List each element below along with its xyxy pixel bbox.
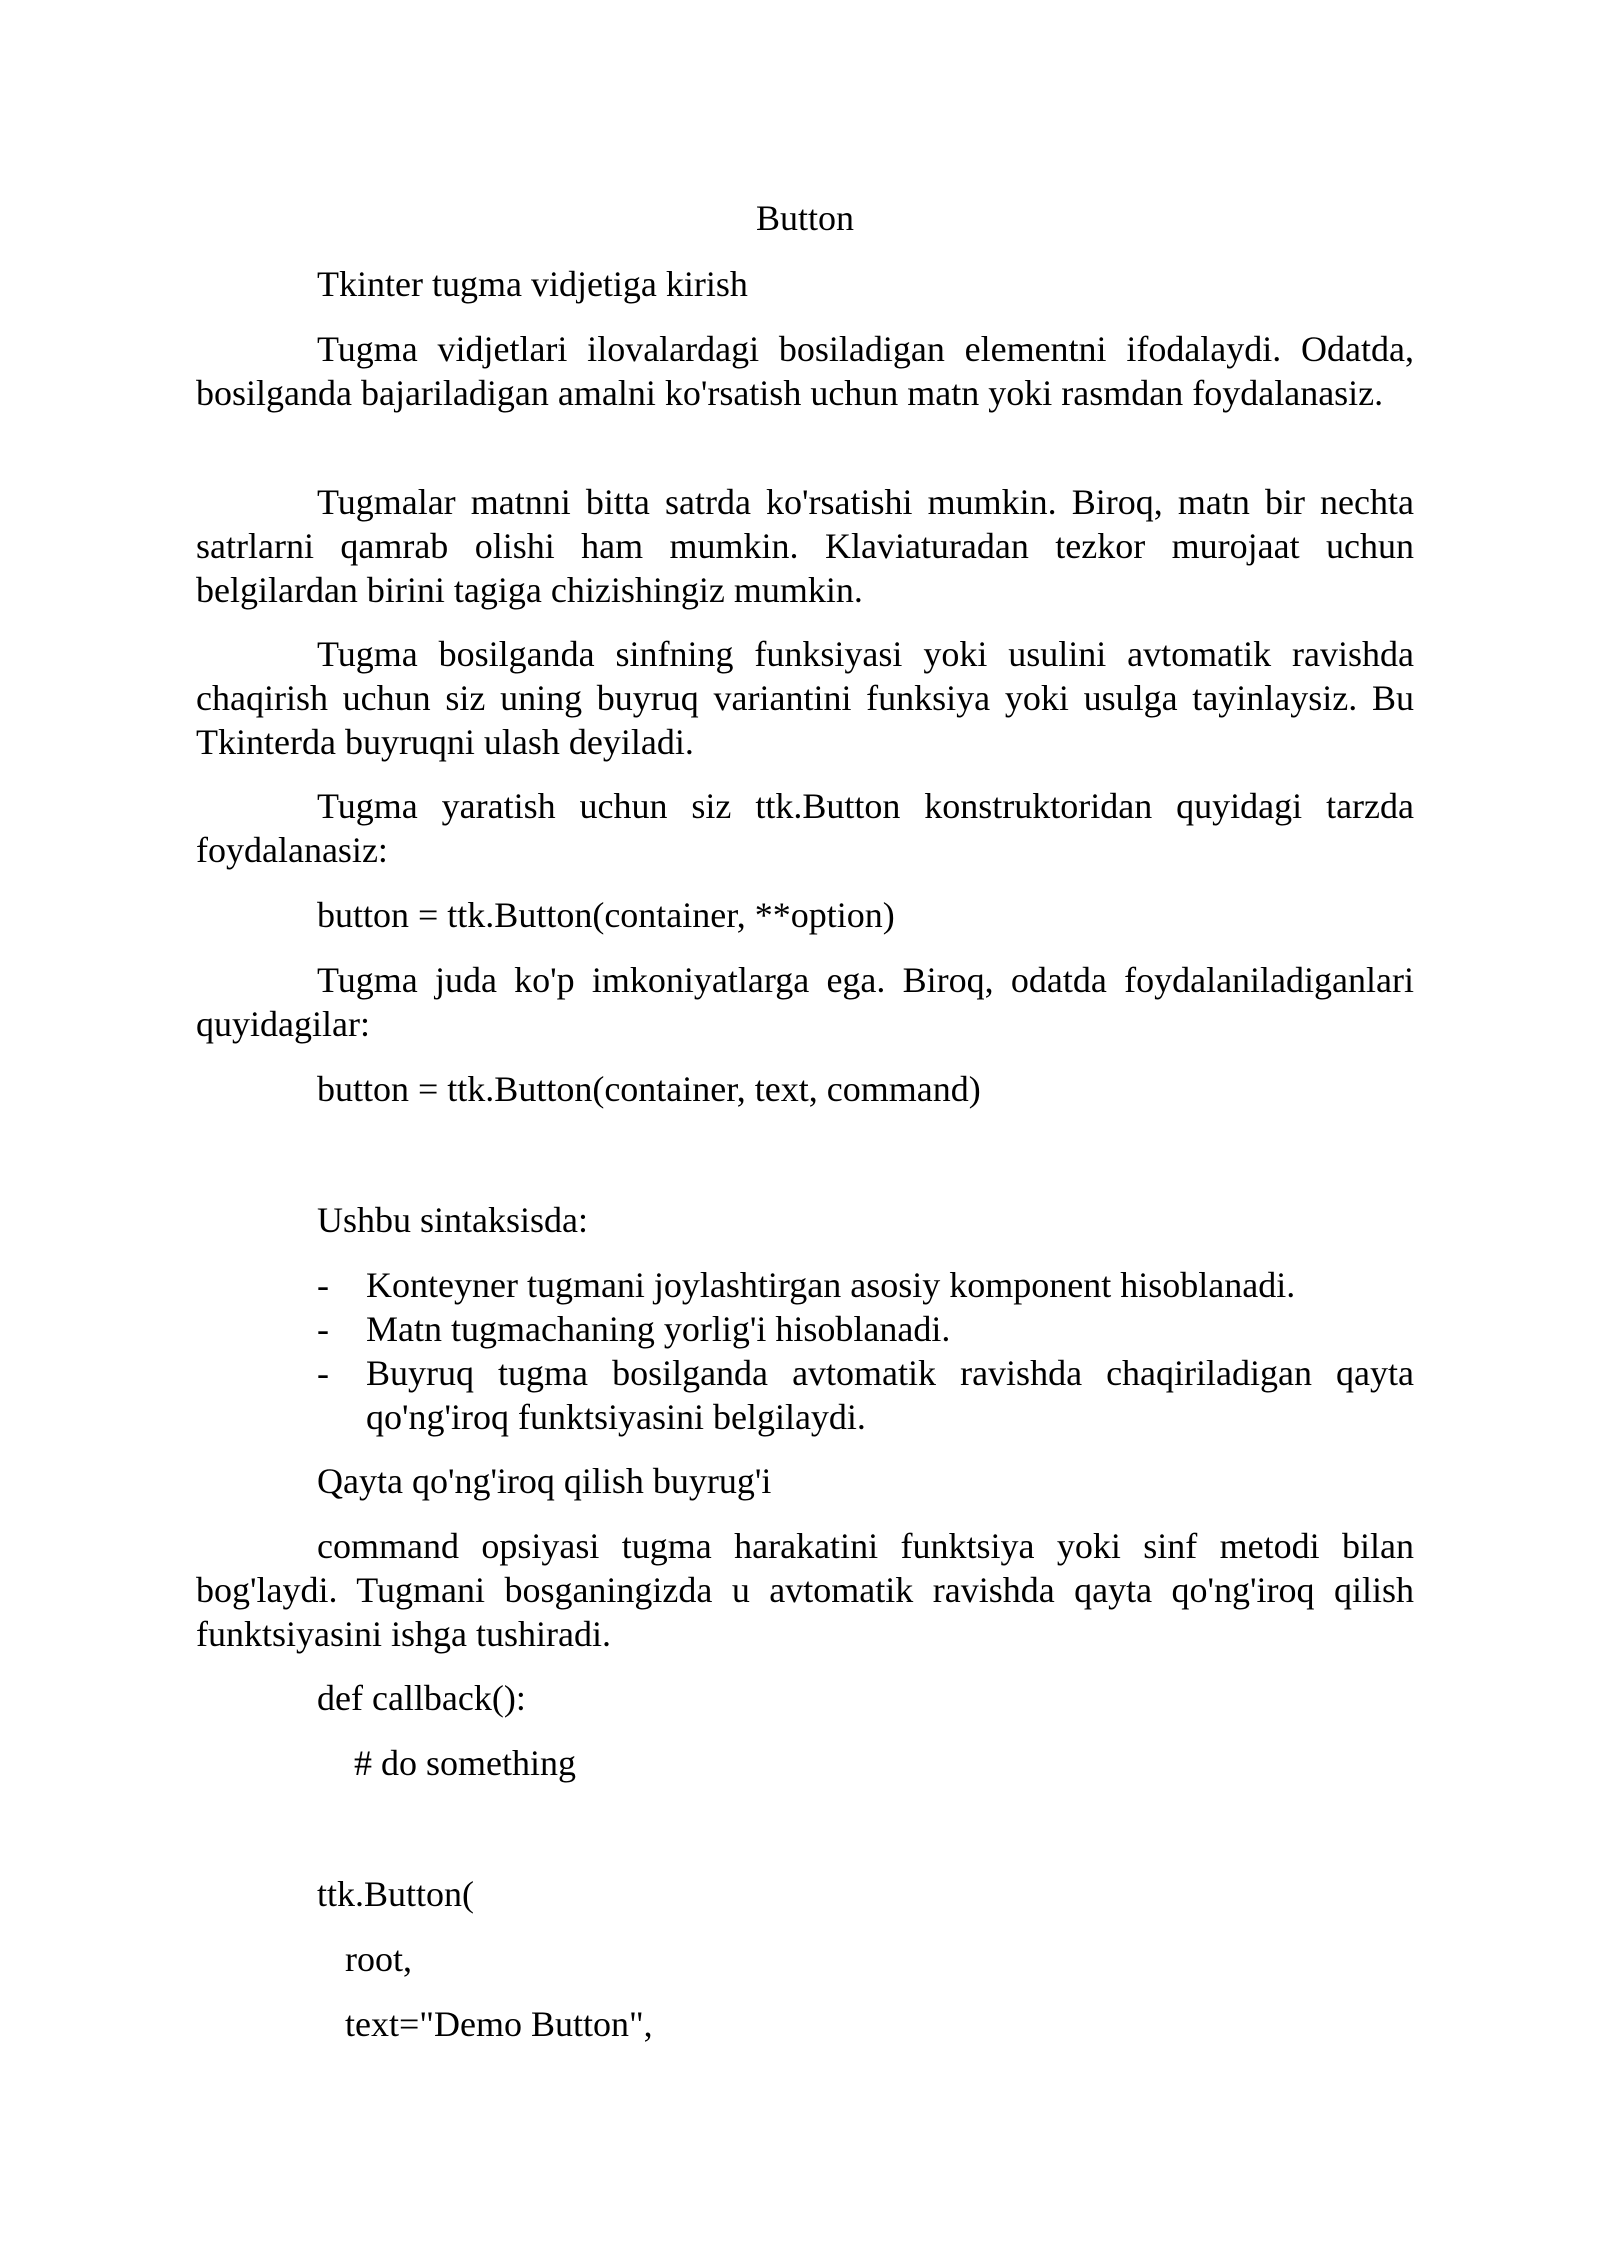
paragraph-4: Tugma yaratish uchun siz ttk.Button konstruktoridan quyidagi tarzda foydalanasiz: [196,786,1414,870]
bullet-item [317,1307,1414,1351]
code-callback-def: def callback(): [317,1678,526,1718]
bullet-marker: - [317,1265,329,1305]
intro-heading: Tkinter tugma vidjetiga kirish [317,264,748,304]
paragraph-3: Tugma bosilganda sinfning funksiyasi yoki usulini avtomatik ravishda chaqirish uchun siz uning buyruq variantini funksiya yoki usulga tayinlaysiz. Bu Tkinterda buyruqni ulash deyiladi. [196,634,1414,762]
document-title: Button [755,198,854,238]
paragraph-5: Tugma juda ko'p imkoniyatlarga ega. Biroq, odatda foydalaniladiganlari quyidagilar: [196,960,1414,1044]
code-button-text: text="Demo Button", [345,2004,653,2044]
paragraph-1: Tugma vidjetlari ilovalardagi bosiladigan elementni ifodalaydi. Odatda, bosilganda bajariladigan amalni ko'rsatish uchun matn yoki rasmdan foydalanasiz. [196,329,1414,413]
syntax-heading: Ushbu sintaksisda: [317,1200,589,1240]
bullet-list [317,1263,1414,1439]
paragraph-6: command opsiyasi tugma harakatini funktsiya yoki sinf metodi bilan bog'laydi. Tugmani bosganingizda u avtomatik ravishda qayta qo'ng'iroq qilish funktsiyasini ishga tushiradi. [196,1526,1414,1654]
bullet-marker: - [317,1353,329,1393]
bullet-marker: - [317,1309,329,1349]
code-button-root: root, [345,1939,412,1979]
bullet-item [317,1263,1414,1307]
paragraph-2: Tugmalar matnni bitta satrda ko'rsatishi mumkin. Biroq, matn bir nechta satrlarni qamrab olishi ham mumkin. Klaviaturadan tezkor murojaat uchun belgilardan birini tagiga chizishingiz mumkin. [196,482,1414,610]
code-line-1: button = ttk.Button(container, **option) [317,895,895,935]
bullet-text: Konteyner tugmani joylashtirgan asosiy komponent hisoblanadi. [366,1265,1296,1305]
callback-heading: Qayta qo'ng'iroq qilish buyrug'i [317,1461,772,1501]
code-line-2: button = ttk.Button(container, text, command) [317,1069,981,1109]
bullet-item [317,1351,1414,1439]
code-callback-comment: # do something [354,1743,576,1783]
code-button-open: ttk.Button( [317,1874,475,1914]
bullet-text: Buyruq tugma bosilganda avtomatik ravishda chaqiriladigan qayta qo'ng'iroq funktsiyasini belgilaydi. [366,1353,1414,1437]
bullet-text: Matn tugmachaning yorlig'i hisoblanadi. [366,1309,951,1349]
